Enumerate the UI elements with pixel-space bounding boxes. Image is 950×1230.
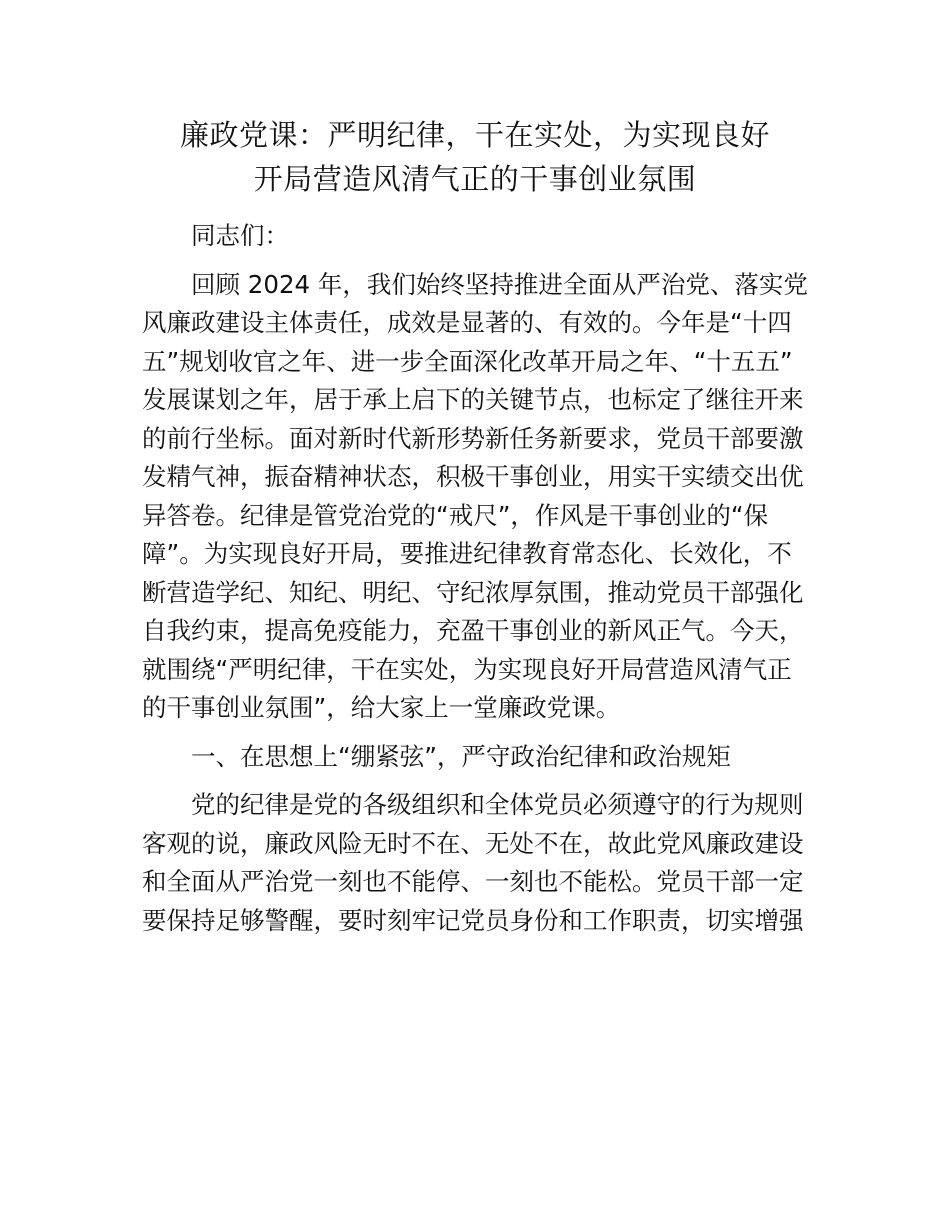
document-body — [142, 217, 812, 950]
text-line: 障”。为实现良好开局，要推进纪律教育常态化、长效化，不 — [142, 539, 792, 568]
greeting-paragraph — [142, 217, 812, 256]
text-line: 发展谋划之年，居于承上启下的关键节点，也标定了继往开来 — [142, 385, 804, 414]
intro-paragraph — [142, 266, 812, 728]
text-line: 客观的说，廉政风险无时不在、无处不在，故此党风廉政建设 — [142, 828, 804, 858]
text-line: 发精气神，振奋精神状态，积极干事创业，用实干实绩交出优 — [142, 462, 804, 491]
text-line: 一、在思想上“绷紧弦”，严守政治纪律和政治规矩 — [191, 741, 731, 771]
text-line: 同志们： — [191, 221, 289, 250]
text-line: 回顾 2024 年，我们始终坚持推进全面从严治党、落实党 — [191, 269, 808, 299]
text-line: 异答卷。纪律是管党治党的“戒尺”，作风是干事创业的“保 — [142, 500, 769, 530]
text-line: 断营造学纪、知纪、明纪、守纪浓厚氛围，推动党员干部强化 — [142, 577, 804, 607]
text-line: 风廉政建设主体责任，成效是显著的、有效的。今年是“十四 — [142, 308, 792, 337]
text-line: 就围绕“严明纪律，干在实处，为实现良好开局营造风清气正 — [142, 654, 792, 684]
text-line: 和全面从严治党一刻也不能停、一刻也不能松。党员干部一定 — [142, 867, 804, 896]
text-line: 自我约束，提高免疫能力，充盈干事创业的新风正气。今天， — [142, 616, 804, 645]
text-line: 要保持足够警醒，要时刻牢记党员身份和工作职责，切实增强 — [142, 905, 804, 935]
text-line: 的干事创业氛围”，给大家上一堂廉政党课。 — [142, 693, 621, 722]
section-heading — [142, 738, 812, 777]
title-line: 廉政党课：严明纪律，干在实处，为实现良好 — [179, 118, 770, 152]
text-line: 的前行坐标。面对新时代新形势新任务新要求，党员干部要激 — [142, 423, 804, 453]
text-line: 五”规划收官之年、进一步全面深化改革开局之年、“十五五” — [142, 346, 793, 376]
title-line: 开局营造风清气正的干事创业氛围 — [253, 162, 697, 196]
section-paragraph — [142, 786, 812, 940]
text-line: 党的纪律是党的各级组织和全体党员必须遵守的行为规则 — [191, 790, 804, 819]
document-title — [110, 113, 840, 201]
